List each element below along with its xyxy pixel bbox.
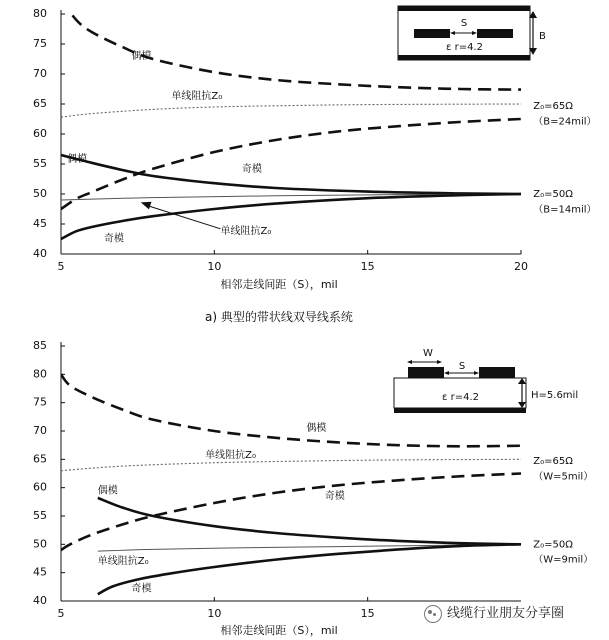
y-tick-label: 70	[33, 67, 47, 80]
y-tick-label: 75	[33, 395, 47, 409]
annotation-label: Z₀=50Ω	[533, 539, 573, 551]
inset-h-label: H=5.6mil	[531, 390, 579, 401]
annotation-label: Z₀=65Ω	[533, 100, 573, 112]
annotation-label: 单线阻抗Z₀	[205, 449, 256, 461]
annotation-label: （W=9mil）	[533, 554, 594, 566]
inset-b-label: B	[539, 31, 546, 42]
y-tick-label: 60	[33, 127, 47, 140]
y-tick-label: 50	[33, 537, 47, 551]
inset-trace-left	[408, 367, 444, 378]
x-tick-label: 15	[360, 607, 375, 620]
inset-ground-plane	[394, 408, 526, 413]
stripline-inset	[398, 6, 546, 60]
annotation-label: 奇模	[241, 163, 262, 175]
inset-s-arrow-left	[444, 371, 449, 375]
x-tick-label: 20	[514, 260, 528, 273]
series-line-4	[98, 498, 521, 544]
series-line-6	[61, 194, 521, 239]
annotation-label: 偶模	[67, 154, 88, 166]
inset-w-label: W	[423, 348, 433, 359]
annotation-label: 奇模	[324, 491, 345, 503]
annotation-label: 偶模	[97, 485, 118, 497]
x-axis-label: 相邻走线间距（S），mil	[220, 624, 338, 637]
annotation-label: （B=14mil）	[533, 204, 597, 216]
inset-top-plane	[398, 6, 530, 11]
annotation-arrow-head	[141, 202, 152, 210]
annotation-label: 单线阻抗Z₀	[220, 226, 272, 238]
chart-a	[33, 0, 597, 291]
inset-eps-label: ε r=4.2	[442, 392, 479, 403]
y-tick-label: 75	[33, 37, 47, 50]
y-tick-label: 60	[33, 480, 47, 494]
annotation-label: 奇模	[131, 583, 152, 595]
y-tick-label: 85	[33, 339, 47, 352]
y-tick-label: 40	[33, 594, 47, 607]
y-tick-label: 80	[33, 367, 47, 381]
y-tick-label: 55	[33, 157, 47, 170]
y-tick-label: 45	[33, 217, 47, 230]
annotation-label: 偶模	[131, 51, 152, 62]
series-line-6	[98, 544, 521, 594]
inset-s-label: S	[458, 361, 466, 372]
inset-eps-label: ε r=4.2	[446, 42, 483, 53]
series-line-2	[61, 459, 521, 470]
inset-w-arrow-left	[407, 360, 412, 364]
y-tick-label: 65	[33, 97, 47, 110]
inset-bottom-plane	[398, 55, 530, 60]
annotation-label: 单线阻抗Z₀	[171, 91, 223, 103]
x-axis-label: 相邻走线间距（S），mil	[220, 278, 338, 291]
annotation-label: 偶模	[306, 423, 327, 435]
y-tick-label: 50	[33, 187, 47, 200]
series-line-3	[61, 474, 521, 551]
x-tick-label: 5	[57, 260, 65, 273]
x-tick-label: 5	[57, 607, 65, 620]
y-tick-label: 40	[33, 247, 47, 260]
inset-trace-right	[477, 29, 513, 38]
chart-b	[33, 339, 593, 637]
annotation-label: （W=5mil）	[533, 471, 594, 483]
inset-w-arrow-right	[437, 360, 442, 364]
series-line-4	[61, 155, 521, 194]
inset-trace-right	[479, 367, 515, 378]
y-tick-label: 80	[33, 7, 47, 20]
microstrip-inset	[394, 348, 578, 413]
annotation-label: 奇模	[103, 233, 124, 245]
y-tick-label: 45	[33, 565, 47, 579]
y-tick-label: 65	[33, 452, 47, 466]
watermark	[424, 602, 564, 623]
y-tick-label: 55	[33, 509, 47, 522]
y-tick-label: 70	[33, 424, 47, 437]
inset-s-label: S	[460, 18, 468, 29]
x-tick-label: 15	[360, 260, 375, 273]
inset-s-arrow-right	[474, 371, 479, 375]
x-tick-label: 10	[207, 607, 222, 620]
inset-trace-left	[414, 29, 450, 38]
annotation-label: Z₀=50Ω	[533, 189, 573, 200]
annotation-label: 单线阻抗Z₀	[97, 555, 149, 567]
wechat-icon	[424, 605, 442, 623]
series-line-2	[61, 104, 521, 117]
chart-a-caption: a) 典型的带状线双导线系统	[205, 310, 353, 324]
watermark-text: 线缆行业朋友分享圈	[447, 606, 565, 621]
x-tick-label: 10	[207, 260, 222, 273]
annotation-label: Z₀=65Ω	[533, 456, 573, 468]
annotation-label: （B=24mil）	[533, 116, 597, 128]
